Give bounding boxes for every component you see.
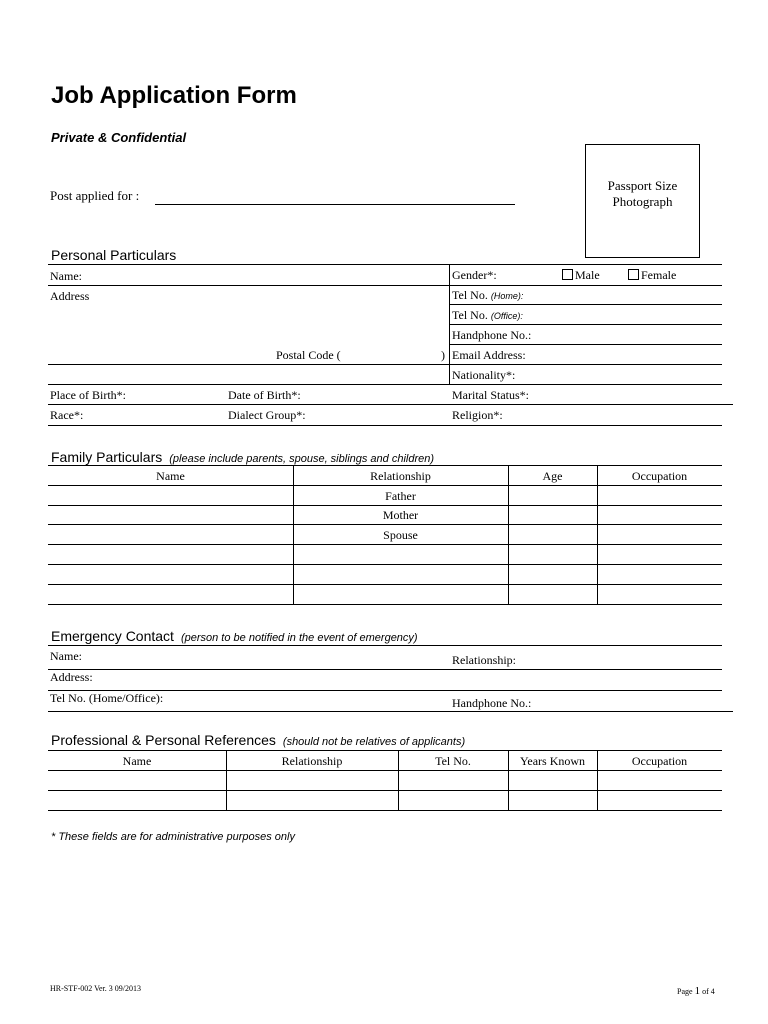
tel-office-note: (Office): bbox=[490, 311, 523, 321]
page-word: Page bbox=[677, 987, 693, 996]
emergency-tel-label: Tel No. (Home/Office): bbox=[50, 691, 164, 705]
female-checkbox[interactable] bbox=[628, 269, 639, 280]
date-of-birth-label: Date of Birth*: bbox=[228, 388, 301, 402]
emergency-handphone-label: Handphone No.: bbox=[452, 696, 532, 710]
personal-heading: Personal Particulars bbox=[51, 247, 177, 263]
race-label: Race*: bbox=[50, 408, 84, 422]
handphone-label: Handphone No.: bbox=[452, 328, 532, 342]
family-rel-mother: Mother bbox=[382, 508, 419, 522]
tel-home-label bbox=[452, 288, 523, 303]
postal-code-close: ) bbox=[441, 348, 445, 362]
confidential-label: Private & Confidential bbox=[51, 130, 187, 145]
postal-code-label: Postal Code ( bbox=[276, 348, 341, 362]
emergency-relationship-label: Relationship: bbox=[452, 653, 516, 667]
ref-header-occupation: Occupation bbox=[631, 754, 688, 768]
family-rel-father: Father bbox=[385, 489, 416, 503]
female-label: Female bbox=[641, 268, 677, 282]
references-heading-row bbox=[51, 732, 465, 750]
photo-label-line1: Passport Size bbox=[607, 178, 678, 193]
family-rel-spouse: Spouse bbox=[383, 528, 418, 542]
family-header-occupation: Occupation bbox=[631, 469, 688, 483]
tel-office-text: Tel No. bbox=[452, 308, 488, 322]
emergency-heading-row bbox=[51, 628, 418, 646]
references-heading: Professional & Personal References bbox=[51, 732, 276, 748]
photo-label-line2: Photograph bbox=[612, 194, 673, 209]
ref-header-years-known: Years Known bbox=[519, 754, 586, 768]
email-label: Email Address: bbox=[452, 348, 526, 362]
page-total: of 4 bbox=[702, 987, 715, 996]
male-checkbox[interactable] bbox=[562, 269, 573, 280]
nationality-label: Nationality*: bbox=[452, 368, 516, 382]
tel-home-note: (Home): bbox=[490, 291, 524, 301]
ref-header-tel: Tel No. bbox=[435, 754, 471, 768]
page-current: 1 bbox=[694, 985, 701, 997]
emergency-heading: Emergency Contact bbox=[51, 628, 174, 644]
emergency-name-label: Name: bbox=[50, 649, 82, 663]
name-label: Name: bbox=[50, 269, 82, 283]
tel-home-text: Tel No. bbox=[452, 288, 488, 302]
family-header-relationship: Relationship bbox=[370, 469, 431, 483]
post-applied-label: Post applied for : bbox=[50, 188, 140, 203]
religion-label: Religion*: bbox=[452, 408, 503, 422]
page-title: Job Application Form bbox=[51, 82, 297, 109]
family-header-name: Name bbox=[156, 469, 185, 483]
emergency-address-label: Address: bbox=[50, 670, 93, 684]
address-label: Address bbox=[50, 289, 90, 303]
page-number bbox=[677, 985, 715, 997]
passport-photo-box[interactable] bbox=[585, 144, 700, 258]
emergency-note: (person to be notified in the event of emergency) bbox=[180, 632, 418, 644]
family-note: (please include parents, spouse, siblings and children) bbox=[169, 453, 435, 465]
dialect-group-label: Dialect Group*: bbox=[228, 408, 306, 422]
gender-label: Gender*: bbox=[452, 268, 497, 282]
references-note: (should not be relatives of applicants) bbox=[282, 736, 466, 748]
ref-header-relationship: Relationship bbox=[281, 754, 343, 768]
post-applied-field[interactable] bbox=[155, 204, 515, 205]
place-of-birth-label: Place of Birth*: bbox=[50, 388, 126, 402]
male-label: Male bbox=[575, 268, 600, 282]
admin-footnote: * These fields are for administrative purposes only bbox=[51, 831, 295, 843]
form-code: HR-STF-002 Ver. 3 09/2013 bbox=[50, 984, 141, 993]
family-heading: Family Particulars bbox=[51, 449, 163, 465]
ref-header-name: Name bbox=[122, 754, 152, 768]
tel-office-label bbox=[452, 308, 523, 323]
marital-status-label: Marital Status*: bbox=[452, 388, 529, 402]
family-header-age: Age bbox=[542, 469, 563, 483]
